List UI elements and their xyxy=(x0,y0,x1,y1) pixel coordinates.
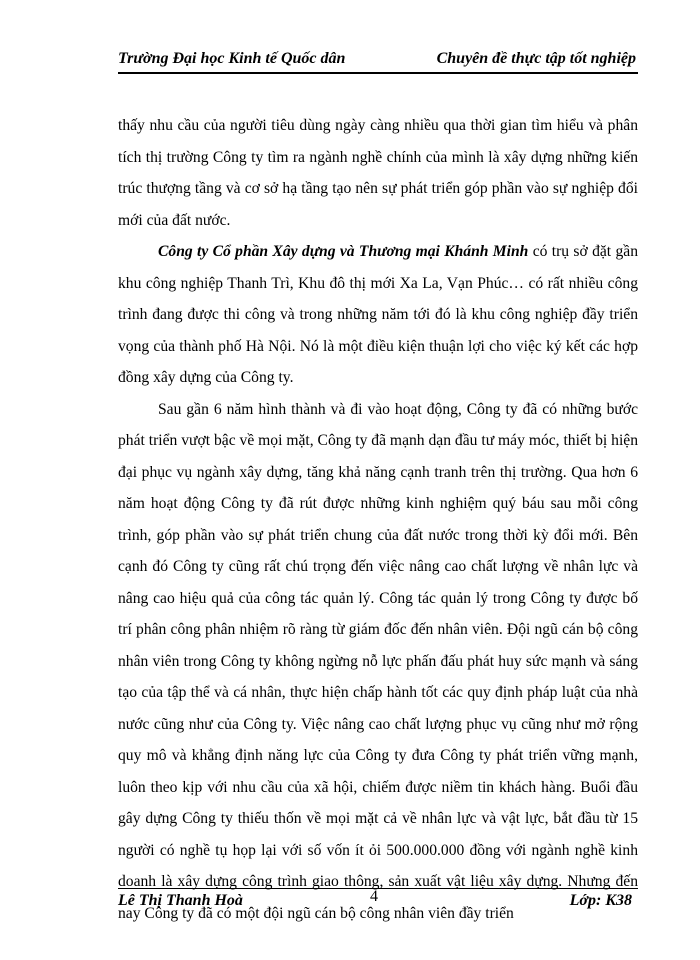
page-footer xyxy=(118,890,638,914)
paragraph-2-text: có trụ sở đặt gần khu công nghiệp Thanh Trì, Khu đô thị mới Xa La, Vạn Phúc… có rất nhiều công trình đang được thi công và trong những năm tới đó là khu công nghiệp đầy triển vọng của thành phố Hà Nội. Nó là một điều kiện thuận lợi cho việc ký kết các hợp đồng xây dựng của Công ty. xyxy=(118,243,638,386)
header-university: Trường Đại học Kinh tế Quốc dân xyxy=(118,50,346,67)
page-header xyxy=(118,48,638,74)
paragraph-3: Sau gần 6 năm hình thành và đi vào hoạt động, Công ty đã có những bước phát triển vượt bậc về mọi mặt, Công ty đã mạnh dạn đầu tư máy móc, thiết bị hiện đại phục vụ ngành xây dựng, tăng khả năng cạnh tranh trên thị trường. Qua hơn 6 năm hoạt động Công ty đã rút được những kinh nghiệm quý báu sau mỗi công trình, góp phần vào sự phát triển chung của đất nước trong thời kỳ đổi mới. Bên cạnh đó Công ty cũng rất chú trọng đến việc nâng cao chất lượng về nhân lực và nâng cao hiệu quả của công tác quản lý. Công tác quản lý trong Công ty được bố trí phân công phân nhiệm rõ ràng từ giám đốc đến nhân viên. Đội ngũ cán bộ công nhân viên trong Công ty không ngừng nỗ lực phấn đấu phát huy sức mạnh và sáng tạo của tập thể và cá nhân, thực hiện chấp hành tốt các quy định pháp luật của nhà nước cũng như của Công ty. Việc nâng cao chất lượng phục vụ cũng như mở rộng quy mô và khẳng định năng lực của Công ty đưa Công ty phát triển vững mạnh, luôn theo kịp với nhu cầu của xã hội, chiếm được niềm tin khách hàng. Buổi đầu gây dựng Công ty thiếu thốn về mọi mặt cả về nhân lực và vật lực, bắt đầu từ 15 người có nghề tụ họp lại với số vốn ít ỏi 500.000.000 đồng với ngành nghề kinh doanh là xây dựng công trình giao thông, sản xuất vật liệu xây dựng. Nhưng đến nay Công ty đã có một đội ngũ cán bộ công nhân viên đầy triển xyxy=(118,400,638,922)
footer-class: Lớp: K38 xyxy=(569,892,632,909)
paragraph-2 xyxy=(118,236,638,394)
company-name: Công ty Cổ phần Xây dựng và Thương mại Khánh Minh xyxy=(158,243,529,260)
page-number: 4 xyxy=(370,888,378,905)
footer-divider xyxy=(118,888,638,889)
header-report-title: Chuyên đề thực tập tốt nghiệp xyxy=(436,50,636,67)
footer-author: Lê Thị Thanh Hoà xyxy=(118,892,243,909)
paragraph-1: thấy nhu cầu của người tiêu dùng ngày càng nhiều qua thời gian tìm hiểu và phân tích thị trường Công ty tìm ra ngành nghề chính của mình là xây dựng những kiến trúc thượng tầng và cơ sở hạ tầng tạo nên sự phát triển góp phần vào sự nghiệp đổi mới của đất nước. xyxy=(118,117,638,229)
document-body xyxy=(118,110,638,929)
